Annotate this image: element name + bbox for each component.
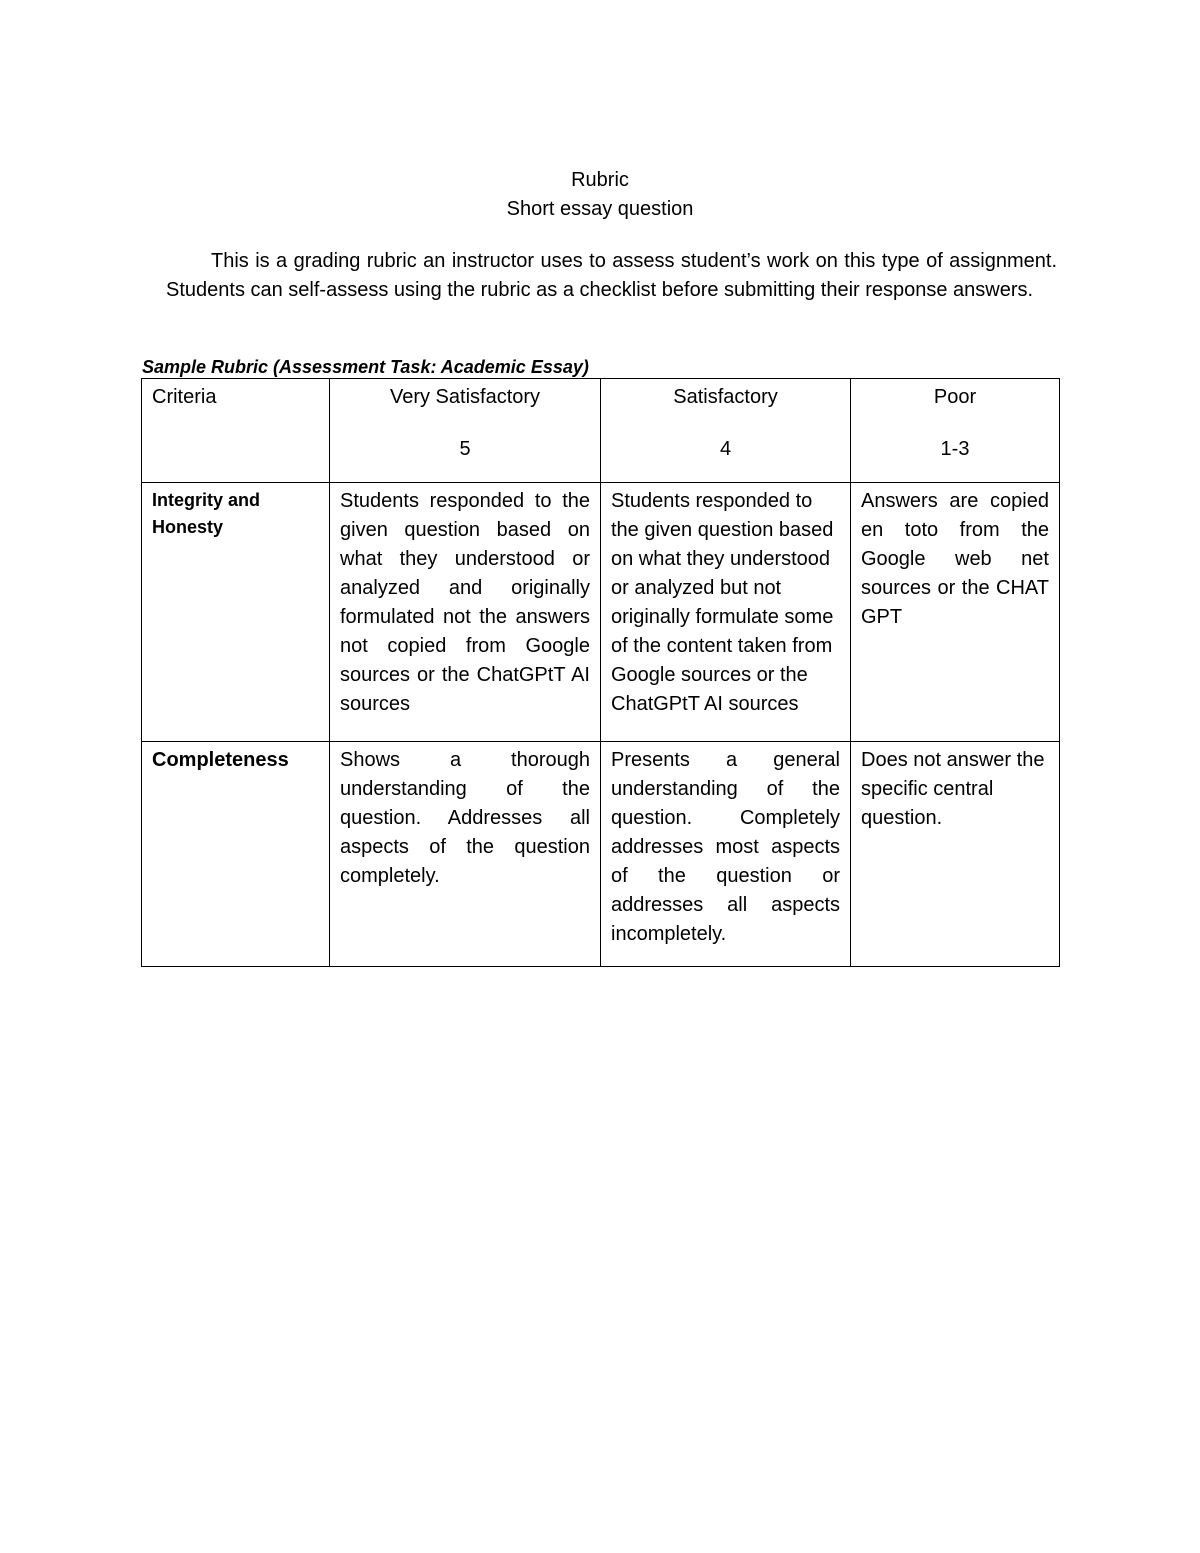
table-row-integrity: [142, 483, 1060, 742]
header-satisfactory-score: 4: [719, 438, 732, 460]
header-very-satisfactory-label: Very Satisfactory: [389, 386, 541, 408]
integrity-satisfactory: Students responded to the given question based on what they understood or analyzed but not originally formulate some of the content taken from Google sources or the ChatGPtT AI sources: [601, 483, 851, 742]
header-criteria: [142, 379, 330, 483]
header-poor-score: 1-3: [940, 438, 970, 460]
header-very-satisfactory-score: 5: [459, 438, 471, 460]
table-row-completeness: [142, 742, 1060, 967]
header-poor-label: Poor: [933, 386, 977, 408]
header-poor: [851, 379, 1060, 483]
header-very-satisfactory: [330, 379, 601, 483]
criterion-integrity: Integrity and Honesty: [142, 483, 330, 742]
intro-paragraph: This is a grading rubric an instructor uses to assess student’s work on this type of assignment. Students can self-assess using the rubric as a checklist before submitting their response answers.: [166, 250, 1057, 301]
criterion-completeness: Completeness: [142, 742, 330, 967]
integrity-very-satisfactory: Students responded to the given question based on what they understood or analyzed and originally formulated not the answers not copied from Google sources or the ChatGPtT AI sources: [330, 483, 601, 742]
header-satisfactory: [601, 379, 851, 483]
completeness-satisfactory: Presents a general understanding of the question. Completely addresses most aspects of the question or addresses all aspects incompletely.: [601, 742, 851, 967]
header-criteria-label: Criteria: [152, 386, 217, 408]
header-satisfactory-label: Satisfactory: [673, 386, 778, 408]
document-subtitle: Short essay question: [506, 198, 694, 220]
document-title: Rubric: [571, 169, 629, 191]
completeness-poor: Does not answer the specific central question.: [851, 742, 1060, 967]
table-header-row: [142, 379, 1060, 483]
table-caption: Sample Rubric (Assessment Task: Academic Essay): [142, 357, 589, 377]
rubric-table: [141, 378, 1060, 967]
integrity-poor: Answers are copied en toto from the Google web net sources or the CHAT GPT: [851, 483, 1060, 742]
completeness-very-satisfactory: Shows a thorough understanding of the question. Addresses all aspects of the question completely.: [330, 742, 601, 967]
